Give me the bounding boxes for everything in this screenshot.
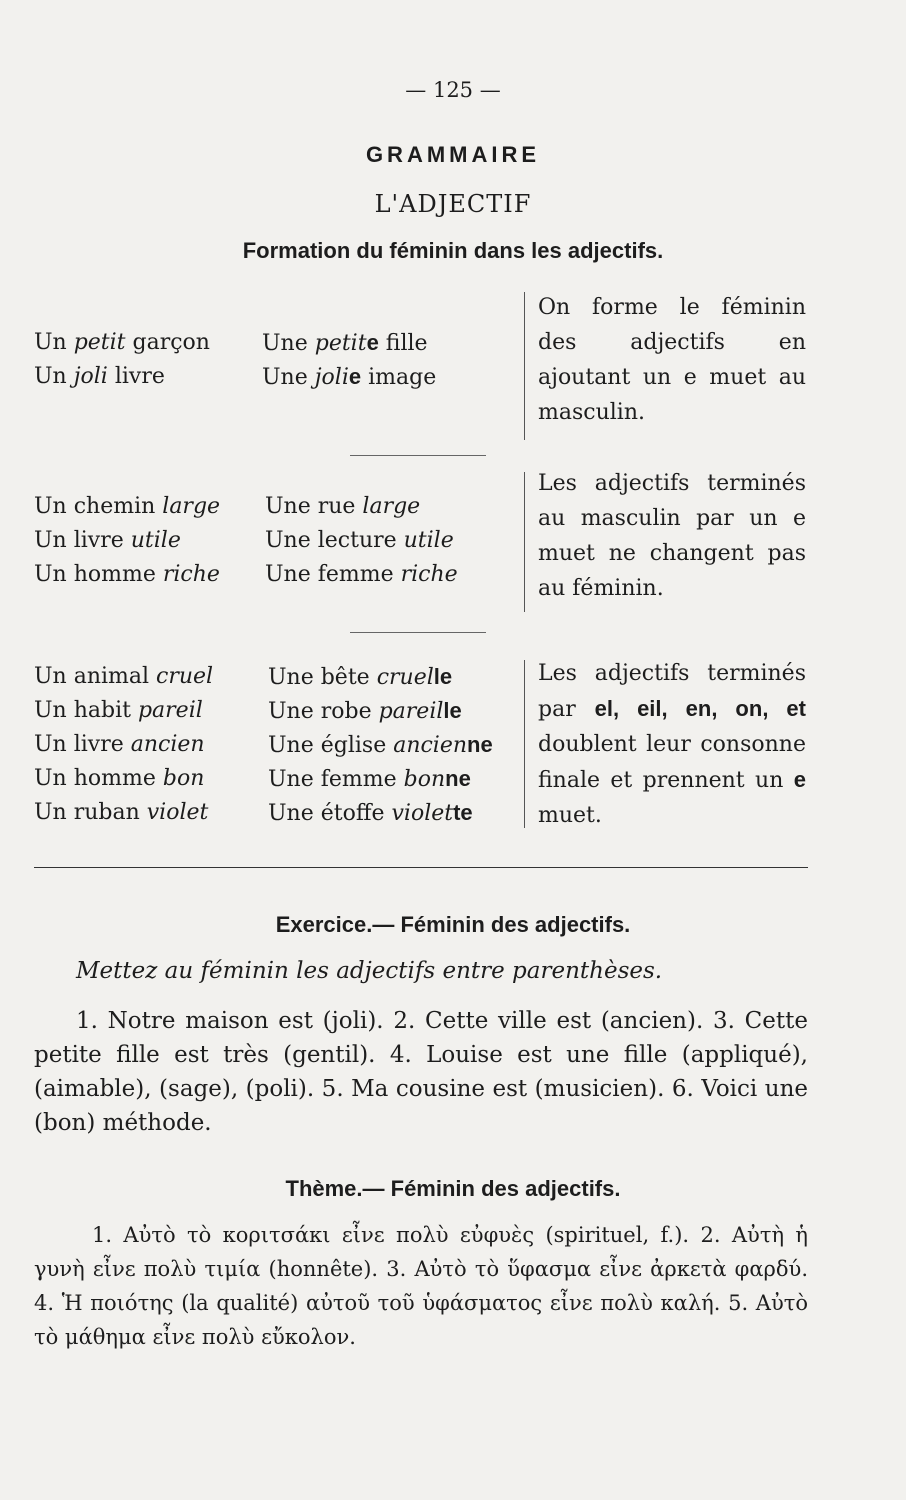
page-number: — 125 — [405,78,501,102]
masc-row: Un joli livre [34,364,165,389]
rule-note: Les adjectifs terminés au masculin par un e muet ne changent pas au féminin. [538,471,806,601]
masc-row: Un petit garçon [34,330,210,355]
masc-row: Un homme riche [34,562,220,587]
fem-row: Une femme riche [265,562,458,587]
group-separator [350,455,486,456]
masc-row: Un homme bon [34,766,205,791]
chapter-title: L'ADJECTIF [374,190,532,218]
masc-row: Un livre ancien [34,732,205,757]
column-divider [524,292,525,440]
masc-row: Un animal cruel [34,664,214,689]
theme-text: 1. Αὐτὸ τὸ κοριτσάκι εἶνε πολὺ εὐφυὲς (spirituel, f.). 2. Αὐτὴ ἡ γυνὴ εἶνε πολὺ τιμία (honnête). 3. Αὐτὸ τὸ ὕφασμα εἶνε ἀρκετὰ φαρδύ. 4. Ἡ ποιότης (la qualité) αὐτοῦ τοῦ ὑφάσματος εἶνε πολὺ καλή. 5. Αὐτὸ τὸ μάθημα εἶνε πολὺ εὔκολον. [34,1223,808,1349]
fem-row: Une étoffe violette [268,800,473,826]
fem-row: Une jolie image [262,364,437,390]
masc-row: Un habit pareil [34,698,203,723]
exercise-heading: Exercice.— Féminin des adjectifs. [275,912,631,937]
rule-note: On forme le féminin des adjectifs en ajoutant un e muet au masculin. [538,295,806,425]
fem-row: Une église ancienne [268,732,493,758]
theme-heading: Thème.— Féminin des adjectifs. [285,1176,621,1201]
section-divider [34,867,808,868]
masc-row: Un chemin large [34,494,221,519]
fem-row: Une rue large [265,494,421,519]
section-title: GRAMMAIRE [365,142,541,167]
exercise-instruction: Mettez au féminin les adjectifs entre parenthèses. [76,958,663,984]
fem-row: Une robe pareille [268,698,462,724]
fem-row: Une femme bonne [268,766,471,792]
masc-row: Un ruban violet [34,800,209,825]
subtitle: Formation du féminin dans les adjectifs. [242,238,664,263]
rule-note: Les adjectifs terminés par el, eil, en, on, et doublent leur consonne finale et prennent un e muet. [538,661,806,828]
masc-row: Un livre utile [34,528,181,553]
column-divider [524,660,525,828]
fem-row: Une petite fille [262,330,428,356]
column-divider [524,472,525,612]
group-separator [350,632,486,633]
exercise-text: 1. Notre maison est (joli). 2. Cette ville est (ancien). 3. Cette petite fille est très (gentil). 4. Louise est une fille (appliqué), (aimable), (sage), (poli). 5. Ma cousine est (musicien). 6. Voici une (bon) méthode. [34,1008,808,1136]
fem-row: Une lecture utile [265,528,454,553]
fem-row: Une bête cruelle [268,664,453,690]
